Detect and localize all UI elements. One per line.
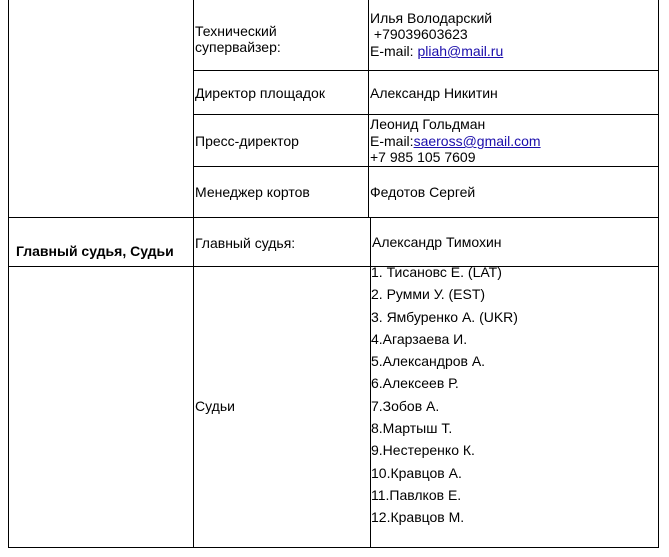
list-item: 9.Нестеренко К.	[371, 442, 475, 459]
list-item: 11.Павлков Е.	[371, 486, 462, 503]
referees-role: Судьи	[195, 398, 235, 414]
tech-supervisor-email-link[interactable]: pliah@mail.ru	[417, 43, 504, 59]
row-divider-2	[193, 114, 659, 115]
column-divider-1	[193, 0, 194, 548]
list-item: 2. Румми У. (EST)	[371, 286, 486, 303]
press-director-role: Пресс-директор	[195, 133, 299, 149]
press-director-phone: +7 985 105 7609	[370, 149, 476, 165]
row-divider-3	[193, 166, 659, 167]
section-divider	[8, 217, 659, 218]
referees-section-heading: Главный судья, Судьи	[16, 243, 174, 259]
row-divider-4	[8, 266, 659, 267]
press-director-name: Леонид Гольдман	[370, 116, 486, 132]
column-divider-2	[368, 0, 369, 218]
list-item: 8.Мартыш Т.	[371, 420, 453, 437]
tech-supervisor-role	[195, 23, 345, 55]
press-director-email-link[interactable]: saeross@gmail.com	[413, 133, 541, 149]
list-item: 6.Алексеев Р.	[371, 375, 459, 392]
list-item: 1. Тисановс Е. (LAT)	[371, 264, 502, 280]
list-item: 10.Кравцов А.	[371, 464, 462, 481]
venue-director-name: Александр Никитин	[370, 85, 498, 101]
tech-supervisor-email-label: E-mail:	[370, 43, 418, 59]
table-border-right	[658, 0, 659, 548]
table-border-left	[8, 0, 9, 548]
tech-supervisor-email-row	[370, 43, 503, 59]
press-director-email-label: E-mail:	[370, 133, 414, 149]
list-item: 5.Александров А.	[371, 353, 486, 370]
table-border-bottom	[8, 547, 659, 548]
chief-referee-name: Александр Тимохин	[372, 234, 502, 250]
tech-supervisor-phone: +79039603623	[370, 26, 468, 42]
tech-supervisor-role-text: Технический супервайзер:	[195, 23, 281, 55]
court-manager-role: Менеджер кортов	[195, 184, 310, 200]
court-manager-name: Федотов Сергей	[370, 184, 476, 200]
chief-referee-role: Главный судья:	[195, 235, 296, 251]
row-divider-1	[193, 70, 659, 71]
list-item: 4.Агарзаева И.	[371, 330, 468, 347]
list-item: 12.Кравцов М.	[371, 509, 465, 526]
list-item: 7.Зобов А.	[371, 397, 440, 414]
venue-director-role: Директор площадок	[195, 85, 325, 101]
referees-list	[371, 264, 518, 532]
list-item: 3. Ямбуренко А. (UKR)	[371, 308, 518, 325]
press-director-email-row	[370, 133, 541, 149]
tech-supervisor-name: Илья Володарский	[370, 10, 493, 26]
